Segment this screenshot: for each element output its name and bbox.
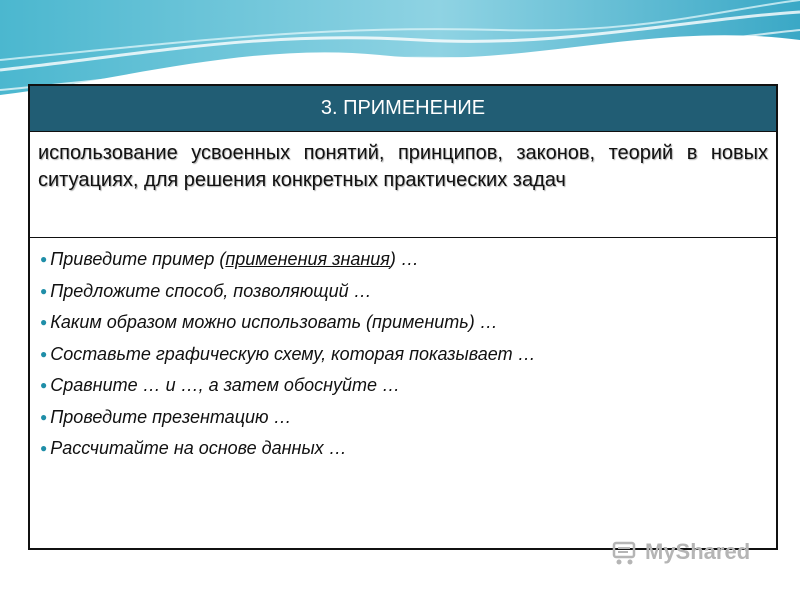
header-title: 3. ПРИМЕНЕНИЕ	[320, 97, 486, 119]
list-item: ● Составьте графическую схему, которая показывает …	[40, 343, 766, 375]
bullet-icon: ●	[40, 378, 48, 392]
bullet-icon: ●	[40, 441, 48, 455]
watermark	[610, 537, 750, 567]
bullet-icon: ●	[40, 252, 48, 266]
list-item: ● Каким образом можно использовать (применить) …	[40, 311, 766, 343]
bullet-icon: ●	[40, 409, 48, 424]
watermark-text: MyShared	[645, 539, 751, 564]
list-item: ● Рассчитайте на основе данных …	[40, 437, 766, 469]
list-item: ● Проведите презентацию …	[40, 406, 766, 438]
bullet-icon: ●	[40, 283, 48, 298]
question-list	[40, 248, 766, 469]
bullet-icon: ●	[40, 315, 48, 329]
list-item: ● Приведите пример (применения знания) …	[40, 248, 766, 280]
cart-icon	[610, 537, 640, 567]
definition-row	[30, 132, 776, 238]
questions-row	[30, 238, 776, 548]
table-header	[30, 86, 776, 132]
list-item: ● Сравните … и …, а затем обоснуйте …	[40, 374, 766, 406]
bullet-icon: ●	[40, 346, 48, 361]
content-table	[28, 84, 778, 550]
definition-text: использование усвоенных понятий, принципов, законов, теорий в новых ситуациях, для решения конкретных практических задач	[38, 142, 768, 191]
list-item: ● Предложите способ, позволяющий …	[40, 280, 766, 312]
